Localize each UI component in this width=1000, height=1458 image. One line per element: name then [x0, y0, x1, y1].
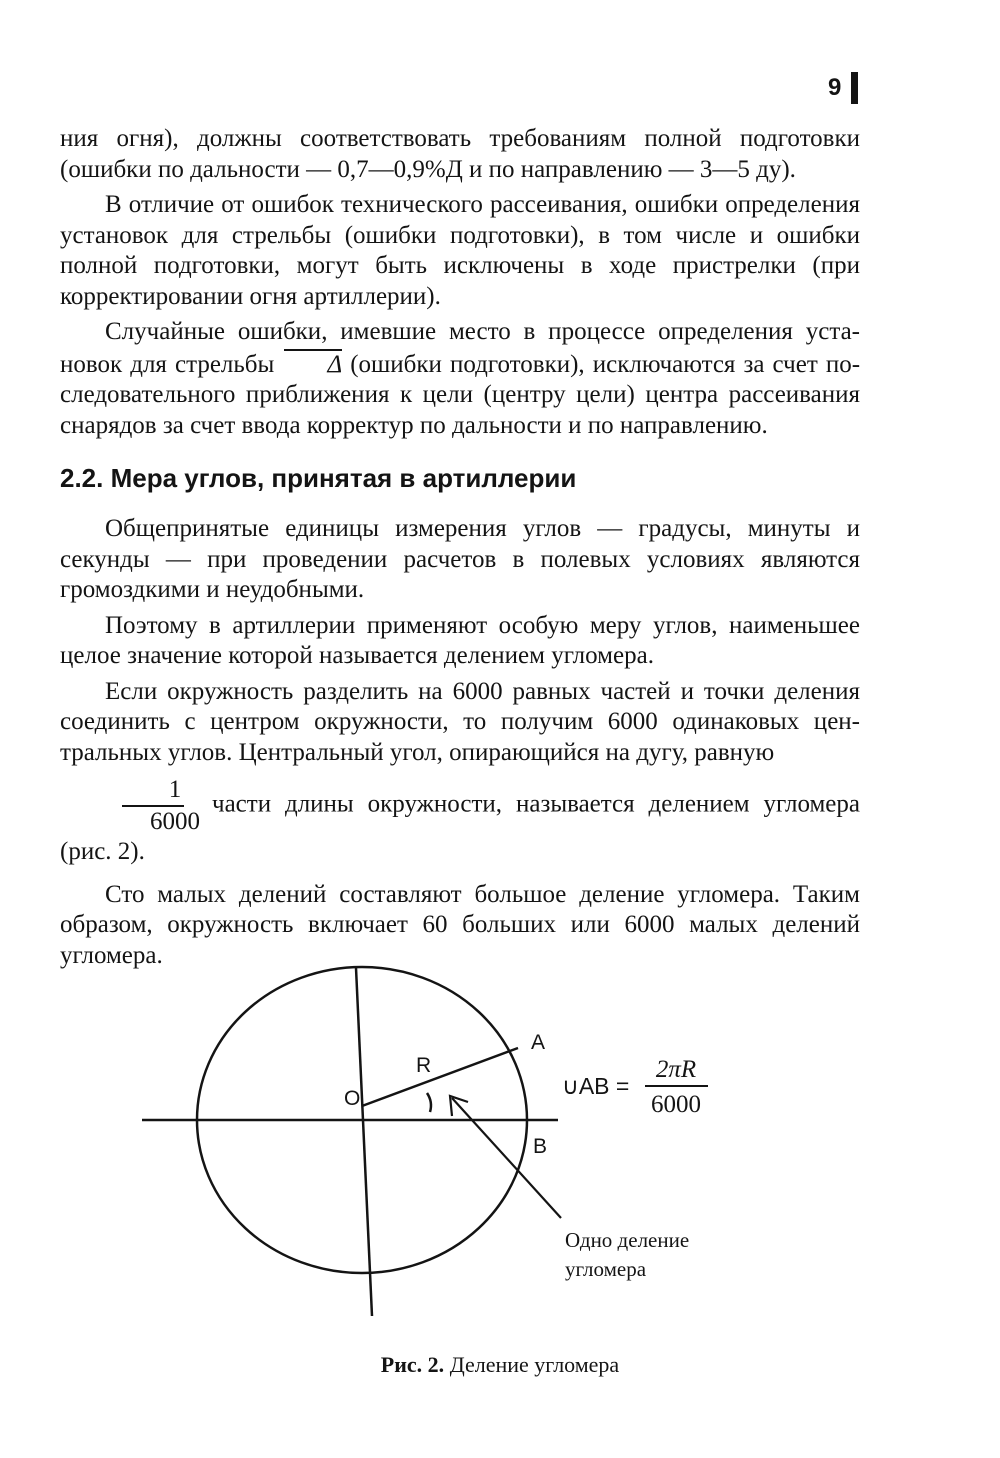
random-errors-text-1: Случайные ошибки, имевшие место в процессе определения установок для стрельбы	[60, 318, 860, 378]
delta-symbol: Δ	[282, 348, 342, 381]
paragraph-large-division: Сто малых делений составляют большое деление угломера. Таким образом, окружность включает 60 больших или 6000 малых делений угломера.	[60, 880, 860, 969]
paragraph-random-errors	[60, 317, 860, 441]
circle-division-text: Если окружность разделить на 6000 равных частей и точки деления соединить с центром окружности, то получим 6000 одинаковых центральных углов. Центральный угол, опирающийся на дугу, равную	[60, 677, 860, 766]
angle-arc	[427, 1093, 431, 1112]
section-heading: 2.2. Мера углов, принятая в артиллерии	[60, 463, 577, 493]
label-center-o: O	[344, 1087, 361, 1110]
text-block-top	[60, 124, 860, 441]
callout-text-line1: Одно деление	[565, 1228, 690, 1252]
page-number: 9	[828, 74, 842, 101]
radius-line	[362, 1048, 518, 1106]
formula-denominator: 6000	[651, 1091, 701, 1118]
fraction-1-6000	[105, 775, 200, 837]
paragraph-technical-dispersion: В отличие от ошибок технического рассеивания, ошибки определения установок для стрельбы (ошибки подготовки), в том числе и ошибки полной подготовки, могут быть исключены в ходе пристрелки (при корректировании огня артиллерии).	[60, 191, 860, 310]
fraction-numerator: 1	[168, 776, 182, 803]
vertical-diameter	[356, 968, 372, 1316]
paragraph-continuation: ния огня), должны соответствовать требованиям полной подготовки (ошибки по дальности — 0,7—0,9%Д и по направлению — 3—5 ду).	[60, 125, 860, 183]
caption-label: Рис. 2.	[380, 1352, 445, 1377]
figure-caption	[0, 1351, 1000, 1379]
angle-division-diagram	[0, 960, 1000, 1360]
formula-lhs: ∪AB =	[562, 1073, 630, 1099]
paragraph-special-measure: Поэтому в артиллерии применяют особую меру углов, наименьшее целое значение которой называется делением угломера.	[60, 611, 860, 669]
paragraph-common-units: Общепринятые единицы измерения углов — градусы, минуты и секунды — при проведении расчетов в полевых условиях являются громоздкими и неудобными.	[60, 515, 860, 603]
page-number-bar	[851, 72, 858, 104]
callout-text-line2: угломера	[565, 1257, 647, 1281]
fraction-line	[60, 775, 860, 868]
fraction-denominator: 6000	[150, 808, 200, 835]
text-block-section	[60, 514, 860, 971]
paragraph-circle-division	[60, 677, 860, 868]
label-point-a: A	[531, 1031, 546, 1054]
formula-numerator: 2πR	[655, 1056, 697, 1083]
random-errors-text-2: (ошибки подготовки), исключаются за счет последовательного приближения к цели (центру цели) центра рассеивания снарядов за счет ввода корректур по дальности и по направлению.	[60, 350, 861, 439]
label-point-b: B	[533, 1135, 548, 1158]
label-radius-r: R	[416, 1054, 432, 1077]
fraction-following-text: части длины окружности, называется делением угломера (рис. 2).	[60, 790, 860, 865]
caption-text: Деление угломера	[449, 1352, 620, 1377]
figure-angle-division	[0, 960, 1000, 1360]
callout-arrow-line	[452, 1098, 561, 1218]
